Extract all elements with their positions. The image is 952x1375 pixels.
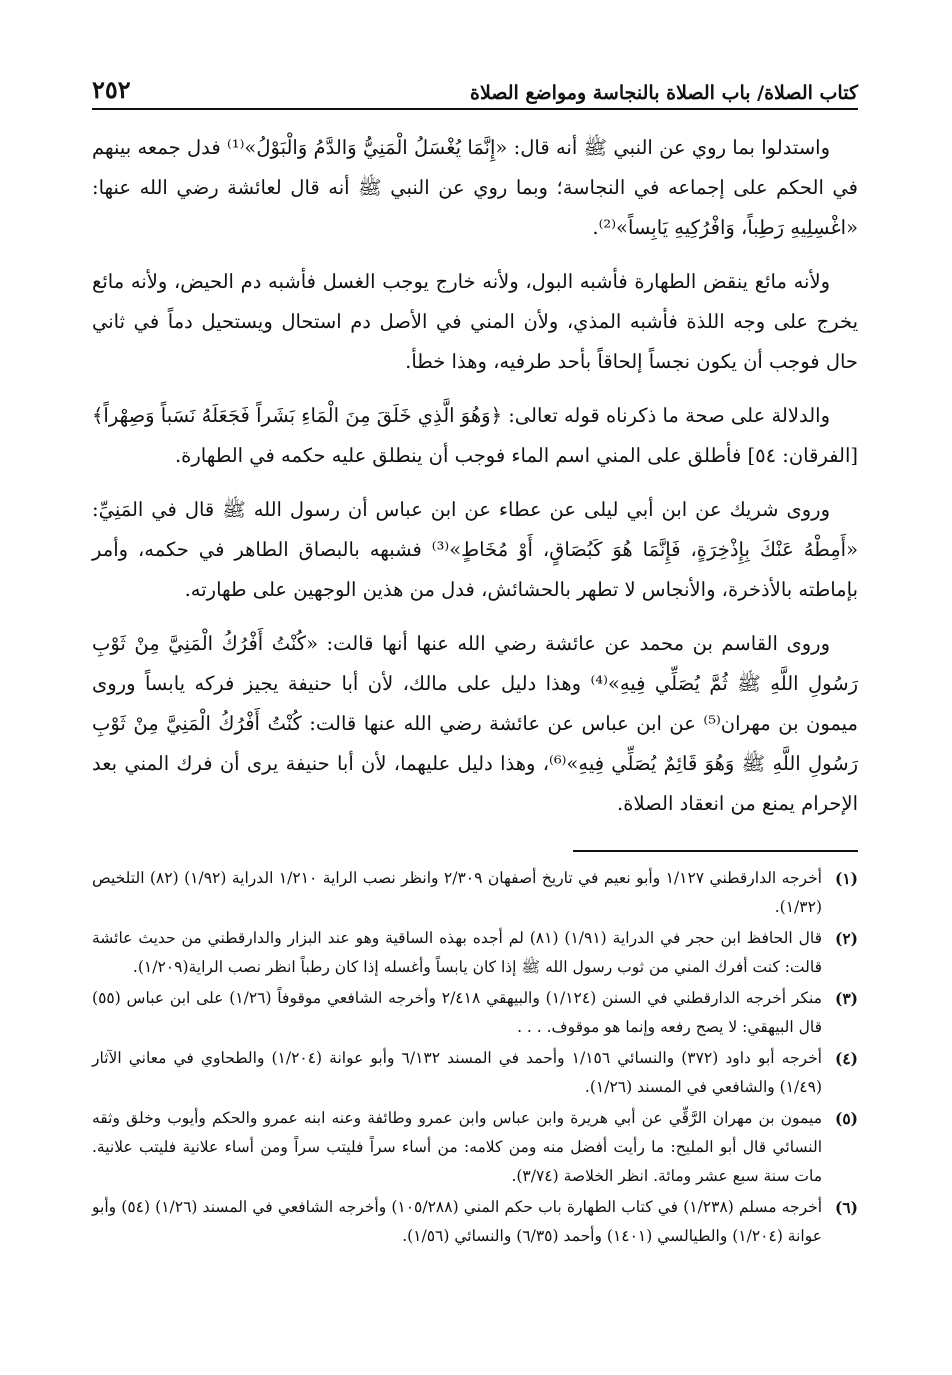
paragraph: والدلالة على صحة ما ذكرناه قوله تعالى: ﴿وَهُوَ الَّذِي خَلَقَ مِنَ الْمَاءِ بَشَراً فَجَعَلَهُ نَسَباً وَصِهْراً﴾ [الفرقان: ٥٤] فأطلق على المني اسم الماء فوجب أن ينطلق عليه حكمه في الطهارة.	[92, 404, 858, 467]
footnote-text: أخرجه مسلم (١/٢٣٨) في كتاب الطهارة باب حكم المني (١٠٥/٢٨٨) وأخرجه الشافعي في المسند (١/٢٦) (٥٤) وأبو عوانة (١/٢٠٤) والطيالسي (١٤٠١) وأحمد (٦/٣٥) والنسائي (١/٥٦).	[92, 1198, 823, 1245]
page-header	[92, 70, 858, 110]
footnote	[92, 864, 858, 922]
paragraph: واستدلوا بما روي عن النبي ﷺ أنه قال: «إِنَّمَا يُغْسَلُ الْمَنِيُّ وَالدَّمُ وَالْبَوْلُ»⁽¹⁾ فدل جمعه بينهم في الحكم على إجماعه في النجاسة؛ وبما روي عن النبي ﷺ أنه قال لعائشة رضي الله عنها: «اغْسِلِيهِ رَطِباً، وَافْرُكِيهِ يَابِساً»⁽²⁾.	[92, 136, 858, 239]
book-page	[92, 70, 858, 1253]
paragraph: وروى شريك عن ابن أبي ليلى عن عطاء عن ابن عباس أن رسول الله ﷺ قال في المَنِيِّ: «أَمِطْهُ عَنْكَ بِإِذْخِرَةٍ، فَإِنَّمَا هُوَ كَبُصَاقٍ، أَوْ مُخَاطٍ»⁽³⁾ فشبهه بالبصاق الطاهر في حكمه، وأمر بإماطته بالأذخرة، والأنجاس لا تطهر بالحشائش، فدل من هذين الوجهين على طهارته.	[92, 498, 859, 601]
footnote	[92, 1104, 858, 1191]
main-text	[92, 128, 858, 824]
paragraph: وروى القاسم بن محمد عن عائشة رضي الله عنها أنها قالت: «كُنْتُ أَفْرُكُ الْمَنِيَّ مِنْ ثَوْبِ رَسُولِ اللَّهِ ﷺ ثُمَّ يُصَلِّي فِيهِ»⁽⁴⁾ وهذا دليل على مالك، لأن أبا حنيفة يجيز فركه يابساً وروى ميمون بن مهران⁽⁵⁾ عن ابن عباس عن عائشة رضي الله عنها قالت: كُنْتُ أَفْرُكُ الْمَنِيَّ مِنْ ثَوْبِ رَسُولِ اللَّهِ ﷺ وَهُوَ قَائِمٌ يُصَلِّي فِيهِ»⁽⁶⁾، وهذا دليل عليهما، لأن أبا حنيفة يرى أن فرك المني بعد الإحرام يمنع من انعقاد الصلاة.	[92, 632, 859, 815]
footnote-number: (١)	[834, 869, 858, 888]
footnote-text: أخرجه أبو داود (٣٧٢) والنسائي ١/١٥٦ وأحمد في المسند ٦/١٣٢ وأبو عوانة (١/٢٠٤) والطحاوي في معاني الآثار (١/٤٩) والشافعي في المسند (١/٢٦).	[92, 1049, 822, 1096]
footnote	[92, 984, 858, 1042]
footnote	[92, 924, 858, 982]
footnote-number: (٢)	[834, 929, 858, 948]
running-title: كتاب الصلاة/ باب الصلاة بالنجاسة ومواضع الصلاة	[469, 82, 858, 104]
footnote-separator	[573, 850, 858, 852]
footnote	[92, 1193, 858, 1251]
footnote-text: منكر أخرجه الدارقطني في السنن (١/١٢٤) والبيهقي ٢/٤١٨ وأخرجه الشافعي موقوفاً (١/٢٦) على ابن عباس (٥٥) قال البيهقي: لا يصح رفعه وإنما هو موقوف. . . .	[92, 989, 822, 1036]
paragraph: ولأنه مائع ينقض الطهارة فأشبه البول، ولأنه خارج يوجب الغسل فأشبه دم الحيض، ولأنه مائع يخرج على وجه اللذة فأشبه المذي، ولأن المني في الأصل دم استحال ويستحيل دماً في ثاني حال فوجب أن يكون نجساً إلحاقاً بأحد طرفيه، وهذا خطأ.	[92, 270, 858, 373]
footnote-number: (٣)	[834, 989, 858, 1008]
footnote	[92, 1044, 858, 1102]
footnote-text: أخرجه الدارقطني ١/١٢٧ وأبو نعيم في تاريخ أصفهان ٢/٣٠٩ وانظر نصب الراية ١/٢١٠ الدراية (١/٩٢) (٨٢) التلخيص (١/٣٢).	[92, 869, 822, 916]
footnote-number: (٤)	[834, 1049, 858, 1068]
footnote-text: قال الحافظ ابن حجر في الدراية (١/٩١) (٨١) لم أجده بهذه الساقية وهو عند البزار والدارقطني من حديث عائشة قالت: كنت أفرك المني من ثوب رسول الله ﷺ إذا كان يابساً وأغسله إذا كان رطباً انظر نصب الراية(١/٢٠٩).	[92, 929, 822, 976]
footnote-number: (٥)	[834, 1109, 858, 1128]
footnote-text: ميمون بن مهران الرَّقِّي عن أبي هريرة وابن عباس وابن عمرو وطائفة وعنه ابنه عمرو والحكم وأيوب وخلق وثقه النسائي قال أبو المليح: ما رأيت أفضل منه ومن كلامه: من أساء سراً فليتب سراً ومن أساء علانية فليتب علانية. مات سنة سبع عشر ومائة. انظر الخلاصة (٣/٧٤).	[92, 1109, 822, 1185]
footnote-number: (٦)	[834, 1198, 858, 1217]
page-number: ٢٥٢	[92, 75, 131, 104]
footnotes	[92, 864, 858, 1251]
